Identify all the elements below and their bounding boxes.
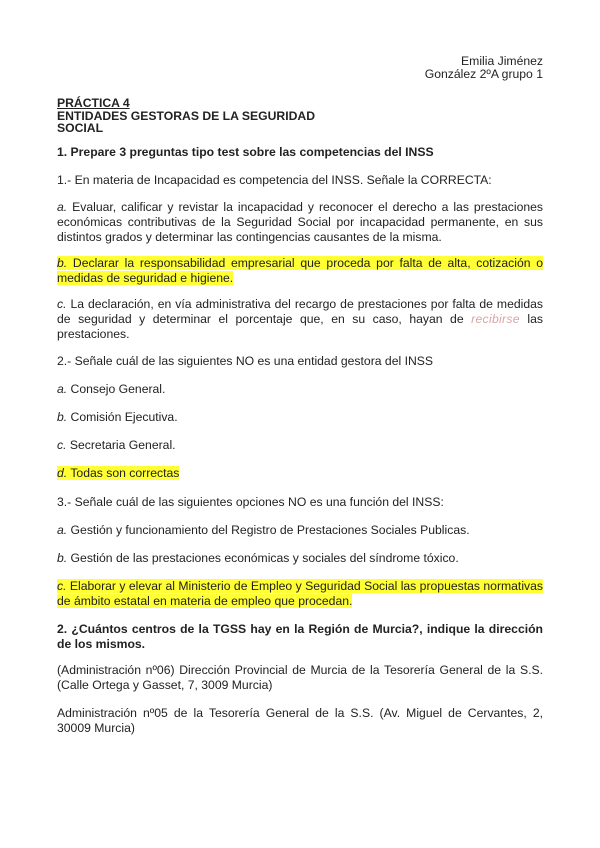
- test-2-option-d-correct: [57, 466, 543, 481]
- author-line-2: González 2ºA grupo 1: [424, 67, 543, 81]
- option-letter: a.: [57, 200, 68, 214]
- document-title: [57, 97, 543, 135]
- option-text: Elaborar y elevar al Ministerio de Empleo y Seguridad Social las propuestas normativas de ámbito estatal en materia de empleo que procedan.: [57, 579, 543, 608]
- test-1-option-a: [57, 200, 543, 245]
- option-letter: c.: [57, 579, 67, 593]
- test-3-option-a: [57, 523, 543, 538]
- option-text: Gestión de las prestaciones económicas y sociales del síndrome tóxico.: [67, 551, 459, 565]
- faded-word: recibirse: [471, 312, 520, 326]
- option-text: Comisión Ejecutiva.: [67, 410, 178, 424]
- test-3-option-c-correct: [57, 579, 543, 609]
- option-letter: b.: [57, 256, 68, 270]
- test-2-option-c: [57, 438, 543, 453]
- title-line-1: ENTIDADES GESTORAS DE LA SEGURIDAD: [57, 108, 315, 123]
- option-text: Consejo General.: [67, 382, 166, 396]
- title-line-2: SOCIAL: [57, 121, 104, 135]
- test-2-option-a: [57, 382, 543, 397]
- option-text-end: las prestaciones.: [57, 312, 543, 341]
- option-letter: a.: [57, 382, 68, 396]
- test-2-option-b: [57, 410, 543, 425]
- option-letter: d.: [57, 466, 68, 480]
- option-letter: b.: [57, 410, 68, 424]
- option-letter: b.: [57, 551, 68, 565]
- test-1-stem: 1.- En materia de Incapacidad es competencia del INSS. Señale la CORRECTA:: [57, 173, 492, 187]
- option-text: Evaluar, calificar y revistar la incapacidad y reconocer el derecho a las prestaciones económicas contributivas de la Seguridad Social por incapacidad permanente, en sus distintos grados y determinar las contingencias causantes de la misma.: [57, 200, 543, 244]
- test-2-stem: 2.- Señale cuál de las siguientes NO es una entidad gestora del INSS: [57, 354, 434, 368]
- question-2-heading: 2. ¿Cuántos centros de la TGSS hay en la Región de Murcia?, indique la dirección de los mismos.: [57, 622, 543, 651]
- option-text: Declarar la responsabilidad empresarial que proceda por falta de alta, cotización o medidas de seguridad e higiene.: [57, 256, 543, 285]
- answer-paragraph-2: Administración nº05 de la Tesorería General de la S.S. (Av. Miguel de Cervantes, 2, 30009 Murcia): [57, 706, 543, 735]
- practice-label: PRÁCTICA 4: [57, 96, 130, 110]
- test-3-stem: 3.- Señale cuál de las siguientes opciones NO es una función del INSS:: [57, 495, 444, 509]
- option-text: Todas son correctas: [67, 466, 180, 480]
- option-letter: a.: [57, 523, 68, 537]
- option-letter: c.: [57, 438, 67, 452]
- option-text: Gestión y funcionamiento del Registro de Prestaciones Sociales Publicas.: [67, 523, 470, 537]
- author-line-1: Emilia Jiménez: [461, 54, 543, 68]
- question-1-heading: 1. Prepare 3 preguntas tipo test sobre las competencias del INSS: [57, 145, 434, 159]
- test-1-option-c: [57, 297, 543, 342]
- answer-paragraph-1: (Administración nº06) Dirección Provincial de Murcia de la Tesorería General de la S.S. (Calle Ortega y Gasset, 7, 3009 Murcia): [57, 663, 543, 692]
- option-text: La declaración, en vía administrativa del recargo de prestaciones por falta de medidas de seguridad y determinar el porcentaje que, en su caso, hayan de: [57, 297, 543, 326]
- option-letter: c.: [57, 297, 67, 311]
- test-3-option-b: [57, 551, 543, 566]
- test-1-option-b-correct: [57, 256, 543, 286]
- author-block: [425, 55, 543, 81]
- option-text: Secretaria General.: [66, 438, 176, 452]
